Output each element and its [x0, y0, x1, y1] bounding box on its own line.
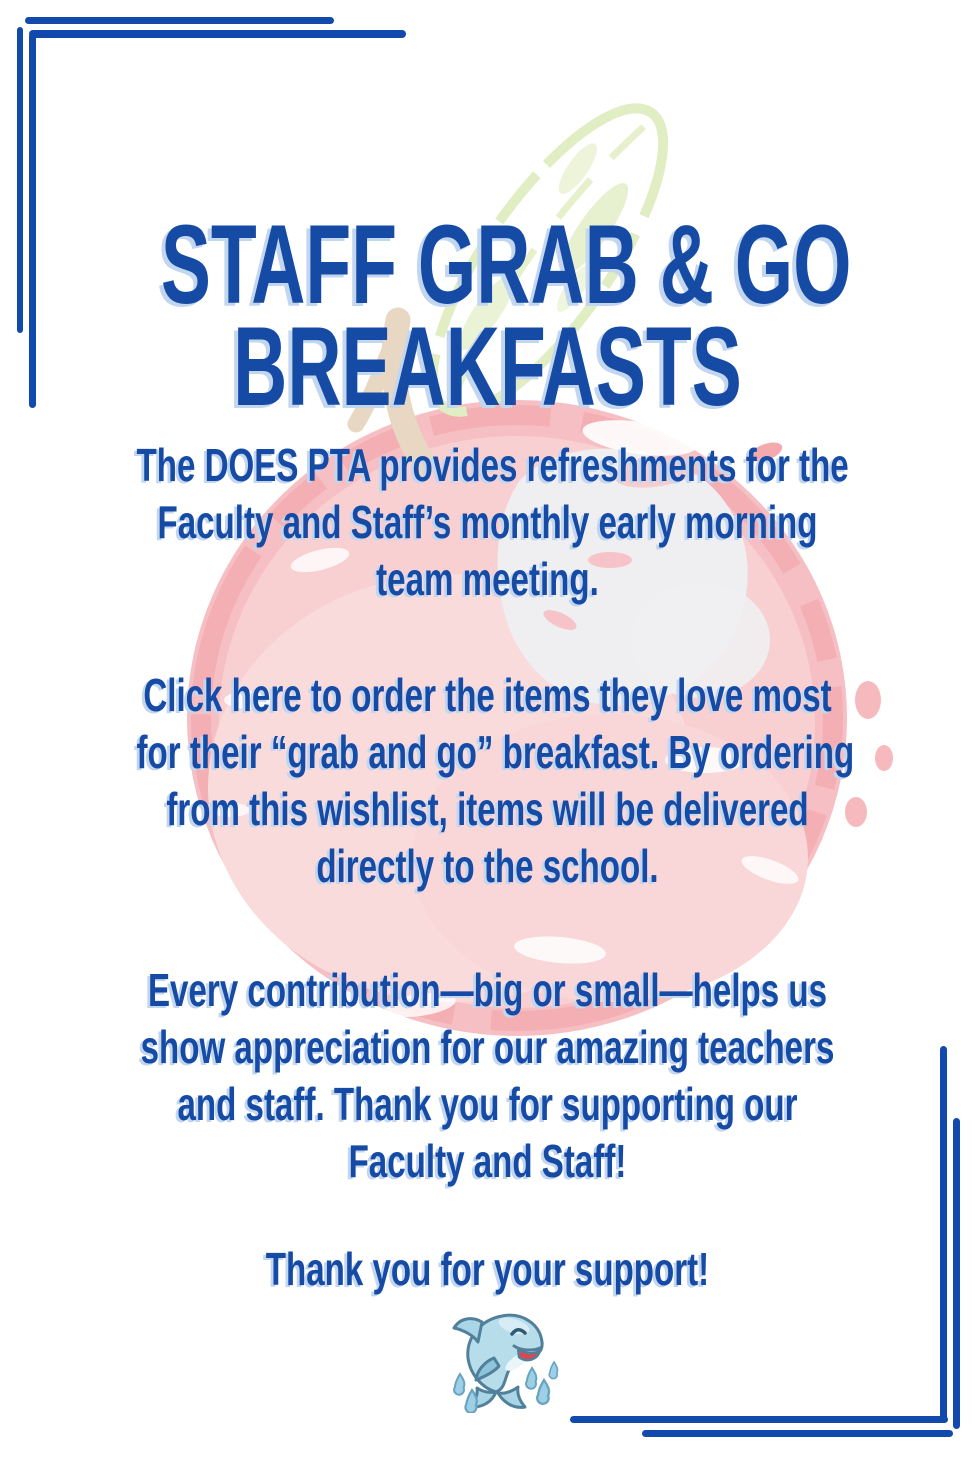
frame-line [29, 33, 36, 408]
frame-line [953, 1118, 960, 1429]
text-line: Every contribution—big or small—helps us [147, 964, 828, 1016]
text-line: for their “grab and go” breakfast. By ordering [136, 726, 855, 778]
text-line: team meeting. [376, 553, 599, 605]
dolphin-mascot-icon [430, 1308, 590, 1413]
text-line: The DOES PTA provides refreshments for the [136, 439, 849, 491]
frame-line [25, 17, 334, 24]
text-line: Thank you for your support! [265, 1243, 710, 1295]
frame-line [940, 1046, 947, 1423]
frame-line [642, 1430, 953, 1437]
frame-line [17, 27, 23, 333]
text-line: and staff. Thank you for supporting our [177, 1078, 798, 1130]
text-line: show appreciation for our amazing teachers [140, 1021, 835, 1073]
page-title [160, 202, 852, 429]
click-here-text-line[interactable]: Click here to order the items they love most [143, 669, 832, 721]
intro-paragraph [136, 437, 849, 608]
order-instructions-paragraph[interactable] [136, 667, 855, 895]
frame-line [29, 30, 406, 38]
text-line: Faculty and Staff! [348, 1135, 627, 1187]
text-line: Faculty and Staff’s monthly early morning [157, 496, 818, 548]
title-line-2: BREAKFASTS [233, 304, 742, 429]
text-line: from this wishlist, items will be delivered [166, 783, 809, 835]
title-line-1: STAFF GRAB & GO [160, 202, 852, 327]
frame-line [570, 1416, 948, 1423]
text-line: directly to the school. [316, 840, 659, 892]
thank-you-line [137, 1241, 839, 1298]
appreciation-paragraph [137, 962, 839, 1190]
